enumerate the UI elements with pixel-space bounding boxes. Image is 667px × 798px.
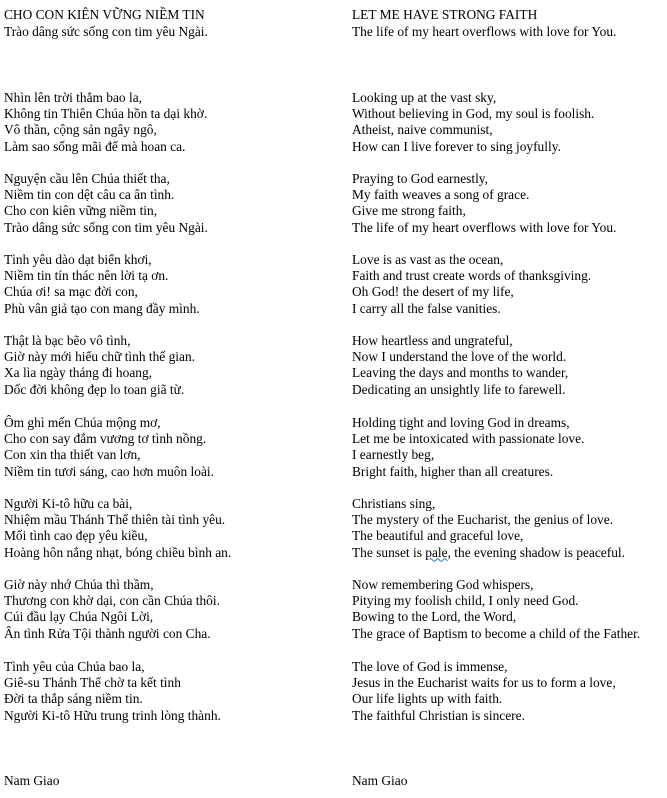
verse-line: The beautiful and graceful love, xyxy=(352,528,524,544)
verse-line: Dốc đời không đẹp lo toan giã từ. xyxy=(4,381,185,397)
poem-title-english: LET ME HAVE STRONG FAITH xyxy=(352,7,538,22)
verse-line: The life of my heart overflows with love for You. xyxy=(352,219,617,235)
verse-line: Praying to God earnestly, xyxy=(352,171,488,186)
verse-line: How can I live forever to sing joyfully. xyxy=(352,138,561,154)
verse-line: Pitying my foolish child, I only need God. xyxy=(352,593,579,609)
verse-line: Holding tight and loving God in dreams, xyxy=(352,415,570,430)
verse-line: Dedicating an unsightly life to farewell. xyxy=(352,381,566,397)
verse-line: Give me strong faith, xyxy=(352,203,466,219)
verse-line: Bright faith, higher than all creatures. xyxy=(352,463,554,479)
verse-line: Let me be intoxicated with passionate love. xyxy=(352,431,585,447)
poem-title-vietnamese: CHO CON KIÊN VỮNG NIỀM TIN xyxy=(4,7,205,22)
poem-subtitle-vietnamese: Trào dâng sức sống con tim yêu Ngài. xyxy=(4,24,208,39)
verse-line: Con xin tha thiết van lơn, xyxy=(4,447,141,463)
stanza xyxy=(4,496,231,561)
verse-line: Looking up at the vast sky, xyxy=(352,90,497,105)
stanza xyxy=(4,90,207,155)
stanza xyxy=(352,496,625,561)
verse-line: Giê-su Thánh Thể chờ ta kết tình xyxy=(4,675,181,691)
verse-line: Love is as vast as the ocean, xyxy=(352,252,504,267)
verse-line: Tình yêu dào dạt biển khơi, xyxy=(4,252,152,267)
verse-line: Ôm ghì mến Chúa mộng mơ, xyxy=(4,415,161,430)
verse-line: How heartless and ungrateful, xyxy=(352,333,513,348)
verse-line: Niềm tin tín thác nên lời tạ ơn. xyxy=(4,268,169,284)
verse-line: Niềm tin tươi sáng, cao hơn muôn loài. xyxy=(4,463,214,479)
verse-line: Nhiệm mầu Thánh Thể thiên tài tình yêu. xyxy=(4,512,226,528)
stanza xyxy=(4,333,195,398)
stanza xyxy=(352,90,594,155)
verse-line: Vô thần, cộng sản ngây ngô, xyxy=(4,122,157,138)
stanza xyxy=(4,577,220,642)
verse-line: Thương con khờ dại, con cần Chúa thôi. xyxy=(4,593,220,609)
verse-line: My faith weaves a song of grace. xyxy=(352,187,530,203)
author-english: Nam Giao xyxy=(352,773,408,788)
verse-line: Nguyện cầu lên Chúa thiết tha, xyxy=(4,171,170,186)
verse-line: Jesus in the Eucharist waits for us to form a love, xyxy=(352,675,616,691)
verse-line: Trào dâng sức sống con tim yêu Ngài. xyxy=(4,219,208,235)
verse-line: Đời ta thắp sáng niềm tin. xyxy=(4,691,143,707)
spellcheck-mark: pale xyxy=(425,544,448,560)
verse-line: The mystery of the Eucharist, the genius of love. xyxy=(352,512,614,528)
verse-line: Thật là bạc bẽo vô tình, xyxy=(4,333,131,348)
stanza xyxy=(352,252,591,317)
verse-line: Faith and trust create words of thanksgiving. xyxy=(352,268,592,284)
verse-line: Our life lights up with faith. xyxy=(352,691,503,707)
verse-line: The faithful Christian is sincere. xyxy=(352,707,525,723)
verse-line: Now I understand the love of the world. xyxy=(352,349,567,365)
verse-line: Mối tình cao đẹp yêu kiều, xyxy=(4,528,148,544)
author-vietnamese: Nam Giao xyxy=(4,773,60,788)
stanza xyxy=(4,171,208,236)
verse-line: Bowing to the Lord, the Word, xyxy=(352,609,517,625)
verse-line: Người Ki-tô Hữu trung trinh lòng thành. xyxy=(4,707,221,723)
verse-line: Niềm tin con dệt câu ca ân tình. xyxy=(4,187,175,203)
verse-line: Oh God! the desert of my life, xyxy=(352,284,514,300)
verse-line: Người Ki-tô hữu ca bài, xyxy=(4,496,133,511)
verse-line: Cho con kiên vững niềm tin, xyxy=(4,203,158,219)
verse-line: Cho con say đắm vương tơ tình nồng. xyxy=(4,431,207,447)
verse-line: Cúi đầu lạy Chúa Ngôi Lời, xyxy=(4,609,154,625)
stanza xyxy=(352,415,584,480)
verse-line: Ân tình Rửa Tội thành người con Cha. xyxy=(4,625,211,641)
verse-line: I carry all the false vanities. xyxy=(352,300,501,316)
verse-line: Without believing in God, my soul is foolish. xyxy=(352,106,595,122)
stanza xyxy=(352,577,640,642)
stanza xyxy=(352,659,616,724)
verse-line: Nhìn lên trời thẳm bao la, xyxy=(4,90,142,105)
verse-line: Không tin Thiên Chúa hồn ta dại khờ. xyxy=(4,106,208,122)
stanza xyxy=(4,659,221,724)
stanza xyxy=(352,171,616,236)
stanza xyxy=(4,415,214,480)
verse-line: Giờ này nhớ Chúa thì thầm, xyxy=(4,577,154,592)
verse-line: The grace of Baptism to become a child of the Father. xyxy=(352,625,641,641)
verse-line: Christians sing, xyxy=(352,496,436,511)
verse-line: Xa lìa ngày tháng đi hoang, xyxy=(4,365,153,381)
verse-line: Chúa ơi! sa mạc đời con, xyxy=(4,284,138,300)
poem-subtitle-english: The life of my heart overflows with love for You. xyxy=(352,24,617,39)
verse-line: Giờ này mới hiểu chữ tình thế gian. xyxy=(4,349,195,365)
verse-line: Now remembering God whispers, xyxy=(352,577,534,592)
verse-line: Hoàng hôn nắng nhạt, bóng chiều bình an. xyxy=(4,544,232,560)
verse-line: The sunset is pale, the evening shadow is peaceful. xyxy=(352,544,625,560)
verse-line: I earnestly beg, xyxy=(352,447,435,463)
verse-line: The love of God is immense, xyxy=(352,659,508,674)
verse-line: Tình yêu của Chúa bao la, xyxy=(4,659,145,674)
verse-line: Làm sao sống mãi để mà hoan ca. xyxy=(4,138,186,154)
verse-line: Atheist, naive communist, xyxy=(352,122,493,138)
verse-line: Phù vân giả tạo con mang đầy mình. xyxy=(4,300,200,316)
stanza xyxy=(352,333,568,398)
verse-line: Leaving the days and months to wander, xyxy=(352,365,569,381)
stanza xyxy=(4,252,200,317)
